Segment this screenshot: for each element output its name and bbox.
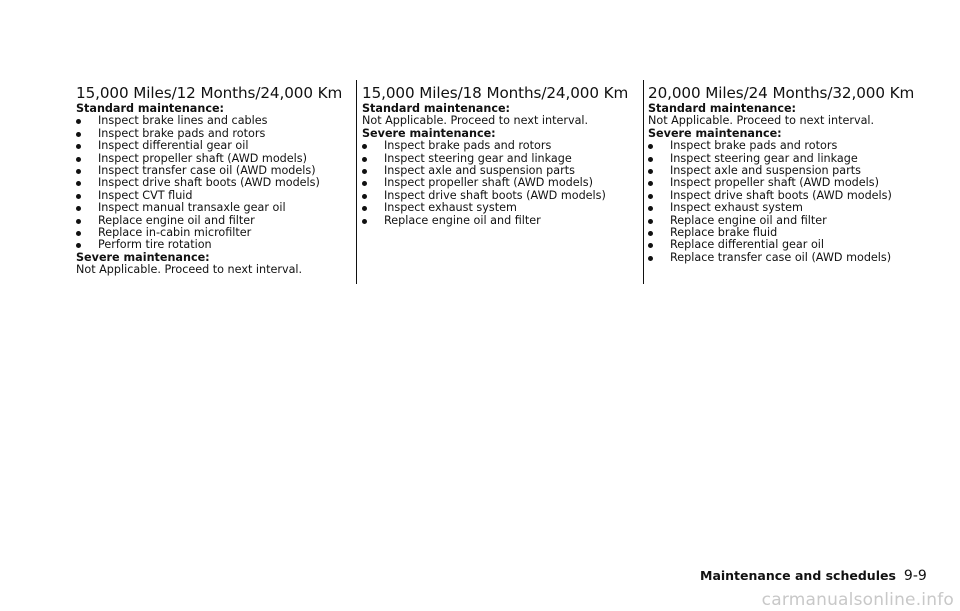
bullet-icon xyxy=(76,231,81,236)
severe-maintenance-list xyxy=(648,140,923,264)
list-item: Inspect CVT fluid xyxy=(76,190,354,202)
list-item: Inspect brake lines and cables xyxy=(76,115,354,127)
bullet-icon xyxy=(648,181,653,186)
page-footer xyxy=(700,568,927,584)
bullet-icon xyxy=(76,169,81,174)
list-item: Inspect manual transaxle gear oil xyxy=(76,202,354,214)
bullet-icon xyxy=(76,132,81,137)
bullet-icon xyxy=(648,231,653,236)
list-item: Inspect brake pads and rotors xyxy=(648,140,923,152)
severe-maintenance-list xyxy=(362,140,637,227)
list-item: Perform tire rotation xyxy=(76,239,354,251)
bullet-icon xyxy=(76,206,81,211)
list-item: Inspect axle and suspension parts xyxy=(362,165,637,177)
bullet-icon xyxy=(648,206,653,211)
list-item: Inspect axle and suspension parts xyxy=(648,165,923,177)
list-item: Inspect brake pads and rotors xyxy=(362,140,637,152)
severe-maintenance-label: Severe maintenance: xyxy=(76,250,210,264)
standard-maintenance-label: Standard maintenance: xyxy=(648,102,797,115)
standard-maintenance-label: Standard maintenance: xyxy=(76,102,225,115)
list-item: Replace engine oil and filter xyxy=(362,215,637,227)
interval-heading: 15,000 Miles/18 Months/24,000 Km xyxy=(362,84,629,102)
standard-maintenance-label: Standard maintenance: xyxy=(362,102,511,115)
list-item: Replace transfer case oil (AWD models) xyxy=(648,252,923,264)
bullet-icon xyxy=(362,144,367,149)
column-divider xyxy=(643,80,644,284)
bullet-icon xyxy=(648,169,653,174)
interval-column xyxy=(648,84,923,264)
bullet-icon xyxy=(76,144,81,149)
list-item: Inspect drive shaft boots (AWD models) xyxy=(76,177,354,189)
bullet-icon xyxy=(362,219,367,224)
watermark: carmanualsonline.info xyxy=(761,590,954,610)
list-item: Inspect steering gear and linkage xyxy=(362,153,637,165)
bullet-icon xyxy=(648,157,653,162)
bullet-icon xyxy=(648,194,653,199)
list-item: Inspect drive shaft boots (AWD models) xyxy=(648,190,923,202)
bullet-icon xyxy=(362,169,367,174)
list-item: Replace engine oil and filter xyxy=(76,215,354,227)
standard-maintenance-note: Not Applicable. Proceed to next interval. xyxy=(362,114,589,128)
list-item: Inspect propeller shaft (AWD models) xyxy=(76,153,354,165)
list-item: Inspect exhaust system xyxy=(362,202,637,214)
list-item: Replace brake fluid xyxy=(648,227,923,239)
page-number: 9-9 xyxy=(903,568,927,584)
standard-maintenance-note: Not Applicable. Proceed to next interval. xyxy=(648,114,875,128)
bullet-icon xyxy=(648,256,653,261)
bullet-icon xyxy=(362,206,367,211)
bullet-icon xyxy=(76,157,81,162)
list-item: Inspect brake pads and rotors xyxy=(76,128,354,140)
list-item: Replace engine oil and filter xyxy=(648,215,923,227)
interval-column xyxy=(362,84,637,227)
bullet-icon xyxy=(76,243,81,248)
bullet-icon xyxy=(76,119,81,124)
bullet-icon xyxy=(362,181,367,186)
interval-heading: 15,000 Miles/12 Months/24,000 Km xyxy=(76,84,343,102)
bullet-icon xyxy=(362,157,367,162)
severe-maintenance-note: Not Applicable. Proceed to next interval. xyxy=(76,263,303,277)
bullet-icon xyxy=(648,243,653,248)
bullet-icon xyxy=(76,219,81,224)
bullet-icon xyxy=(76,194,81,199)
interval-column xyxy=(76,84,354,277)
severe-maintenance-label: Severe maintenance: xyxy=(362,126,496,140)
footer-section-title: Maintenance and schedules xyxy=(700,568,896,583)
bullet-icon xyxy=(648,144,653,149)
interval-heading: 20,000 Miles/24 Months/32,000 Km xyxy=(648,84,915,102)
list-item: Inspect propeller shaft (AWD models) xyxy=(362,177,637,189)
column-divider xyxy=(356,80,357,284)
list-item: Inspect propeller shaft (AWD models) xyxy=(648,177,923,189)
bullet-icon xyxy=(362,194,367,199)
list-item: Replace in-cabin microfilter xyxy=(76,227,354,239)
list-item: Inspect drive shaft boots (AWD models) xyxy=(362,190,637,202)
standard-maintenance-list xyxy=(76,115,354,251)
list-item: Replace differential gear oil xyxy=(648,239,923,251)
bullet-icon xyxy=(76,181,81,186)
bullet-icon xyxy=(648,219,653,224)
list-item: Inspect differential gear oil xyxy=(76,140,354,152)
severe-maintenance-label: Severe maintenance: xyxy=(648,126,782,140)
list-item: Inspect exhaust system xyxy=(648,202,923,214)
list-item: Inspect transfer case oil (AWD models) xyxy=(76,165,354,177)
list-item: Inspect steering gear and linkage xyxy=(648,153,923,165)
